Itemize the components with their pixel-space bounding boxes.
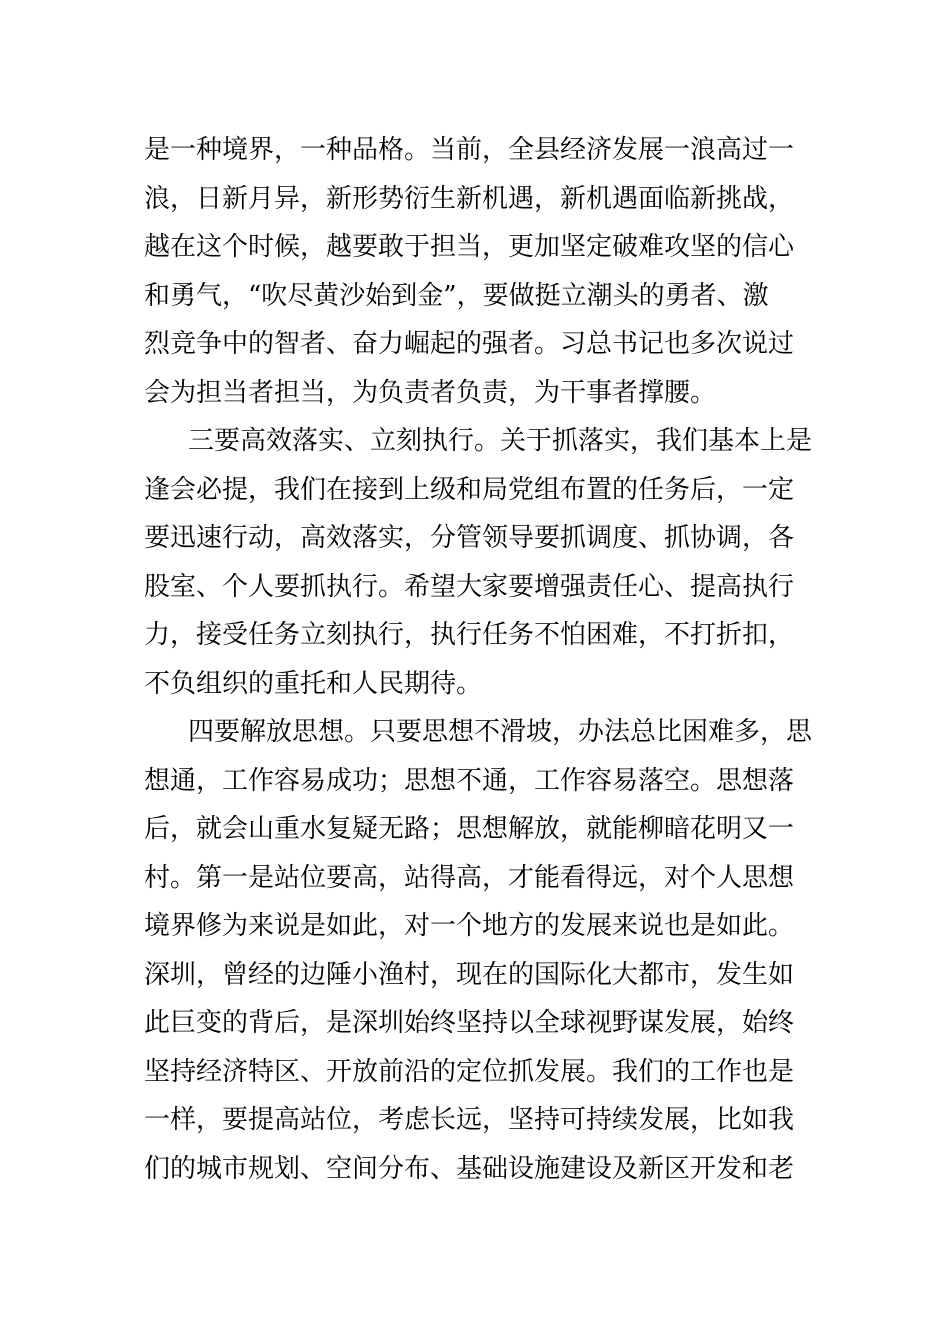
text-line: 是一种境界，一种品格。当前，全县经济发展一浪高过一 bbox=[144, 135, 795, 165]
text-line: 深圳，曾经的边陲小渔村，现在的国际化大都市，发生如 bbox=[144, 959, 795, 990]
text-line: 要迅速行动，高效落实，分管领导要抓调度、抓协调，各 bbox=[144, 523, 795, 553]
text-line: 此巨变的背后，是深圳始终坚持以全球视野谋发展，始终 bbox=[144, 1008, 795, 1038]
text-line: 村。第一是站位要高，站得高，才能看得远，对个人思想 bbox=[144, 862, 795, 893]
text-line: 们的城市规划、空间分布、基础设施建设及新区开发和老 bbox=[144, 1153, 795, 1184]
text-line: 想通，工作容易成功；思想不通，工作容易落空。思想落 bbox=[144, 765, 795, 796]
body-text bbox=[144, 126, 812, 1193]
text-line: 越在这个时候，越要敢于担当，更加坚定破难攻坚的信心 bbox=[144, 232, 795, 262]
text-line: 境界修为来说是如此，对一个地方的发展来说也是如此。 bbox=[144, 911, 795, 941]
text-line: 股室、个人要抓执行。希望大家要增强责任心、提高执行 bbox=[144, 571, 795, 602]
text-line: 逢会必提，我们在接到上级和局党组布置的任务后，一定 bbox=[144, 474, 795, 505]
text-line: 浪，日新月异，新形势衍生新机遇，新机遇面临新挑战， bbox=[144, 183, 795, 214]
text-line: 会为担当者担当，为负责者负责，为干事者撑腰。 bbox=[144, 377, 717, 408]
text-line: 后，就会山重水复疑无路；思想解放，就能柳暗花明又一 bbox=[144, 814, 795, 844]
text-line: 和勇气，“吹尽黄沙始到金”，要做挺立潮头的勇者、激 bbox=[144, 280, 769, 311]
text-line: 不负组织的重托和人民期待。 bbox=[144, 668, 483, 699]
text-line: 坚持经济特区、开放前沿的定位抓发展。我们的工作也是 bbox=[144, 1056, 795, 1087]
text-line: 一样，要提高站位，考虑长远，坚持可持续发展，比如我 bbox=[144, 1105, 795, 1135]
text-line: 力，接受任务立刻执行，执行任务不怕困难，不打折扣， bbox=[144, 620, 795, 650]
paragraph-start-line: 四要解放思想。只要思想不滑坡，办法总比困难多，思 bbox=[188, 717, 812, 747]
paragraph-start-line: 三要高效落实、立刻执行。关于抓落实，我们基本上是 bbox=[188, 426, 812, 456]
text-line: 烈竞争中的智者、奋力崛起的强者。习总书记也多次说过 bbox=[144, 329, 795, 359]
